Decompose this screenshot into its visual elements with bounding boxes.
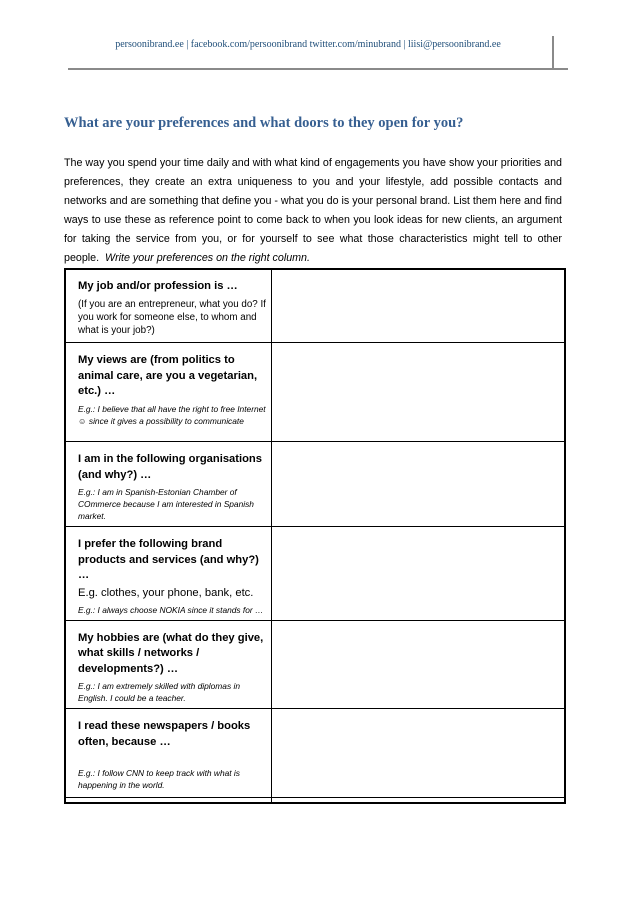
question-example: E.g.: I am extremely skilled with diplomas in English. I could be a teacher.: [78, 681, 240, 703]
question-cell: [65, 527, 272, 621]
table-row: [65, 527, 565, 621]
intro-body: The way you spend your time daily and with what kind of engagements you have show your priorities and preferences, they create an extra uniqueness to you and your lifestyle, add possible contacts and networks and are something that define you - what you do is your personal brand. List them here and find ways to use these as reference point to come back to when you look ideas for new clients, an argument for taking the service from you, or for yourself to see what those characteristics might tell to other people.: [64, 157, 562, 264]
answer-cell[interactable]: [272, 620, 566, 709]
question-example: E.g.: I believe that all have the right to free Internet ☺ since it gives a possibility to communicate: [78, 403, 266, 426]
question-label: My views are (from politics to animal care, are you a vegetarian, etc.) …: [78, 354, 258, 397]
preferences-table: [64, 268, 566, 804]
header-text: persoonibrand.ee | facebook.com/persoonibrand twitter.com/minubrand | liisi@persoonibrand.ee: [115, 39, 501, 50]
intro-paragraph: [64, 154, 562, 268]
question-example: E.g.: I always choose NOKIA since it stands for …: [78, 604, 264, 615]
page-title: What are your preferences and what doors to they open for you?: [64, 115, 464, 131]
answer-cell[interactable]: [272, 709, 566, 798]
question-cell: [65, 269, 272, 343]
table-row: [65, 620, 565, 709]
table-row: [65, 442, 565, 527]
question-label: I am in the following organisations (and why?) …: [78, 453, 262, 481]
table-row: [65, 269, 565, 343]
question-example: E.g.: I am in Spanish-Estonian Chamber of COmmerce because I am interested in Spanish market.: [78, 487, 254, 521]
question-cell: [65, 709, 272, 798]
answer-cell[interactable]: [272, 343, 566, 442]
answer-cell[interactable]: [272, 798, 566, 804]
header-corner-mark: [552, 36, 566, 68]
table-row: [65, 798, 565, 804]
table-row: [65, 709, 565, 798]
question-label: My job and/or profession is …: [78, 280, 238, 292]
question-example: E.g.: I follow CNN to keep track with what is happening in the world.: [78, 768, 240, 790]
question-cell: [65, 620, 272, 709]
question-label: My hobbies are (what do they give, what skills / networks / developments?) …: [78, 631, 264, 675]
answer-cell[interactable]: [272, 442, 566, 527]
question-label: I prefer the following brand products and services (and why?) …: [78, 538, 259, 581]
question-hint: E.g. clothes, your phone, bank, etc.: [78, 586, 254, 599]
answer-cell[interactable]: [272, 527, 566, 621]
question-note: (If you are an entrepreneur, what you do? If you work for someone else, to whom and what is your job?): [78, 298, 266, 336]
question-label: I read these newspapers / books often, because …: [78, 720, 251, 748]
header-divider: [68, 68, 568, 70]
question-cell: [65, 343, 272, 442]
page-header: [68, 38, 548, 68]
question-cell: [65, 442, 272, 527]
table-row: [65, 343, 565, 442]
intro-instruction: Write your preferences on the right column.: [105, 252, 310, 264]
answer-cell[interactable]: [272, 269, 566, 343]
question-cell: [65, 798, 272, 804]
